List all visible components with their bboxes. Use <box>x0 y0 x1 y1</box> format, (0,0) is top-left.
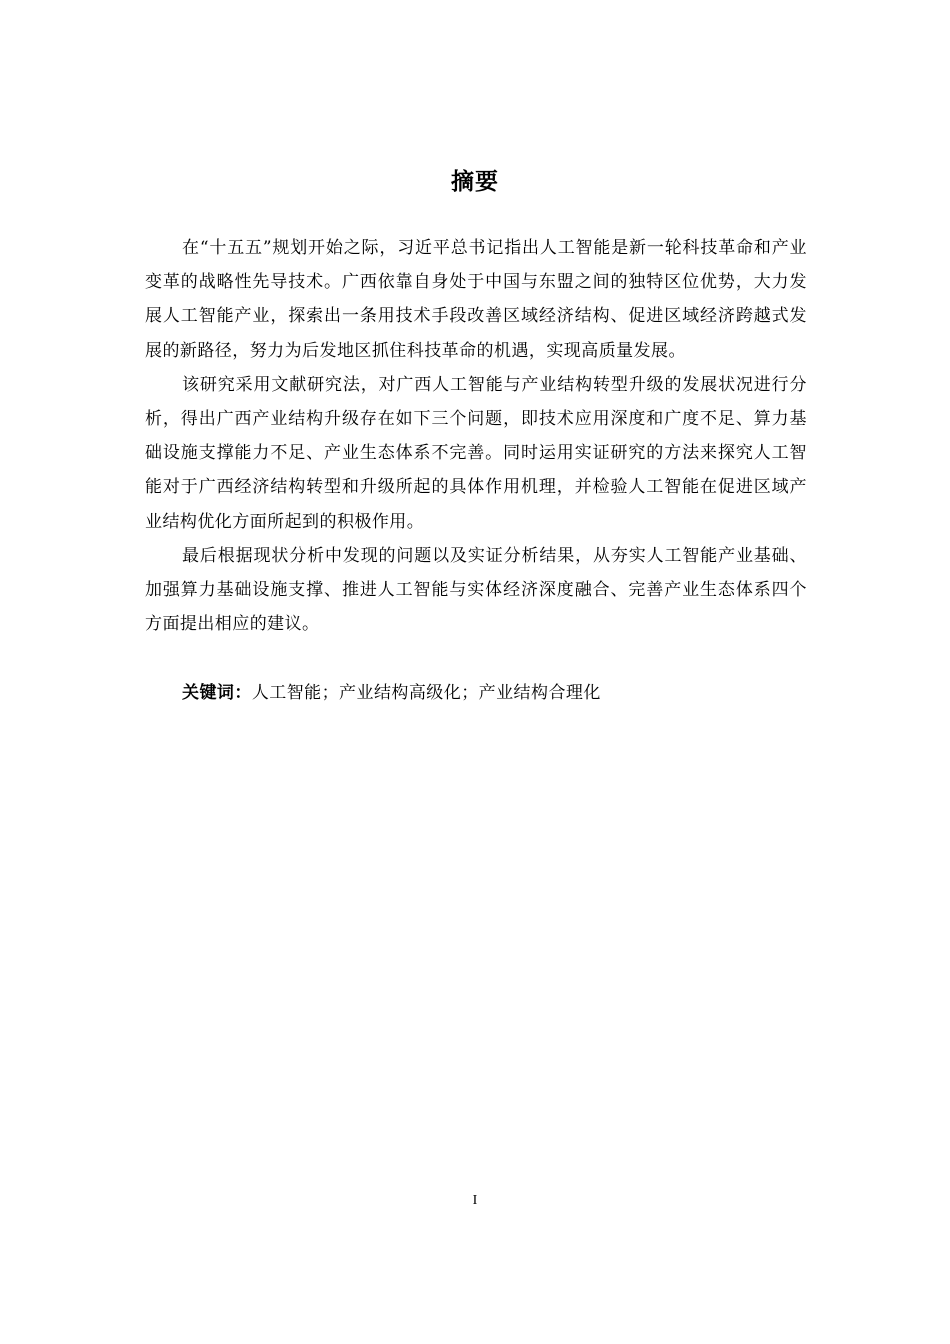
keywords-label: 关键词： <box>182 683 252 703</box>
page-number: I <box>472 1193 478 1208</box>
keywords-text: 人工智能；产业结构高级化；产业结构合理化 <box>251 683 601 703</box>
abstract-paragraph-3: 最后根据现状分析中发现的问题以及实证分析结果，从夯实人工智能产业基础、加强算力基础设施支撑、推进人工智能与实体经济深度融合、完善产业生态体系四个方面提出相应的建议。 <box>145 545 807 635</box>
abstract-title: 摘要 <box>451 169 499 195</box>
abstract-paragraph-2: 该研究采用文献研究法，对广西人工智能与产业结构转型升级的发展状况进行分析，得出广西产业结构升级存在如下三个问题，即技术应用深度和广度不足、算力基础设施支撑能力不足、产业生态体系不完善。同时运用实证研究的方法来探究人工智能对于广西经济结构转型和升级所起的具体作用机理，并检验人工智能在促进区域产业结构优化方面所起到的积极作用。 <box>145 374 807 532</box>
keywords-line <box>182 676 802 710</box>
abstract-body <box>145 231 807 641</box>
abstract-paragraph-1: 在“十五五”规划开始之际，习近平总书记指出人工智能是新一轮科技革命和产业变革的战略性先导技术。广西依靠自身处于中国与东盟之间的独特区位优势，大力发展人工智能产业，探索出一条用技术手段改善区域经济结构、促进区域经济跨越式发展的新路径，努力为后发地区抓住科技革命的机遇，实现高质量发展。 <box>145 238 807 361</box>
